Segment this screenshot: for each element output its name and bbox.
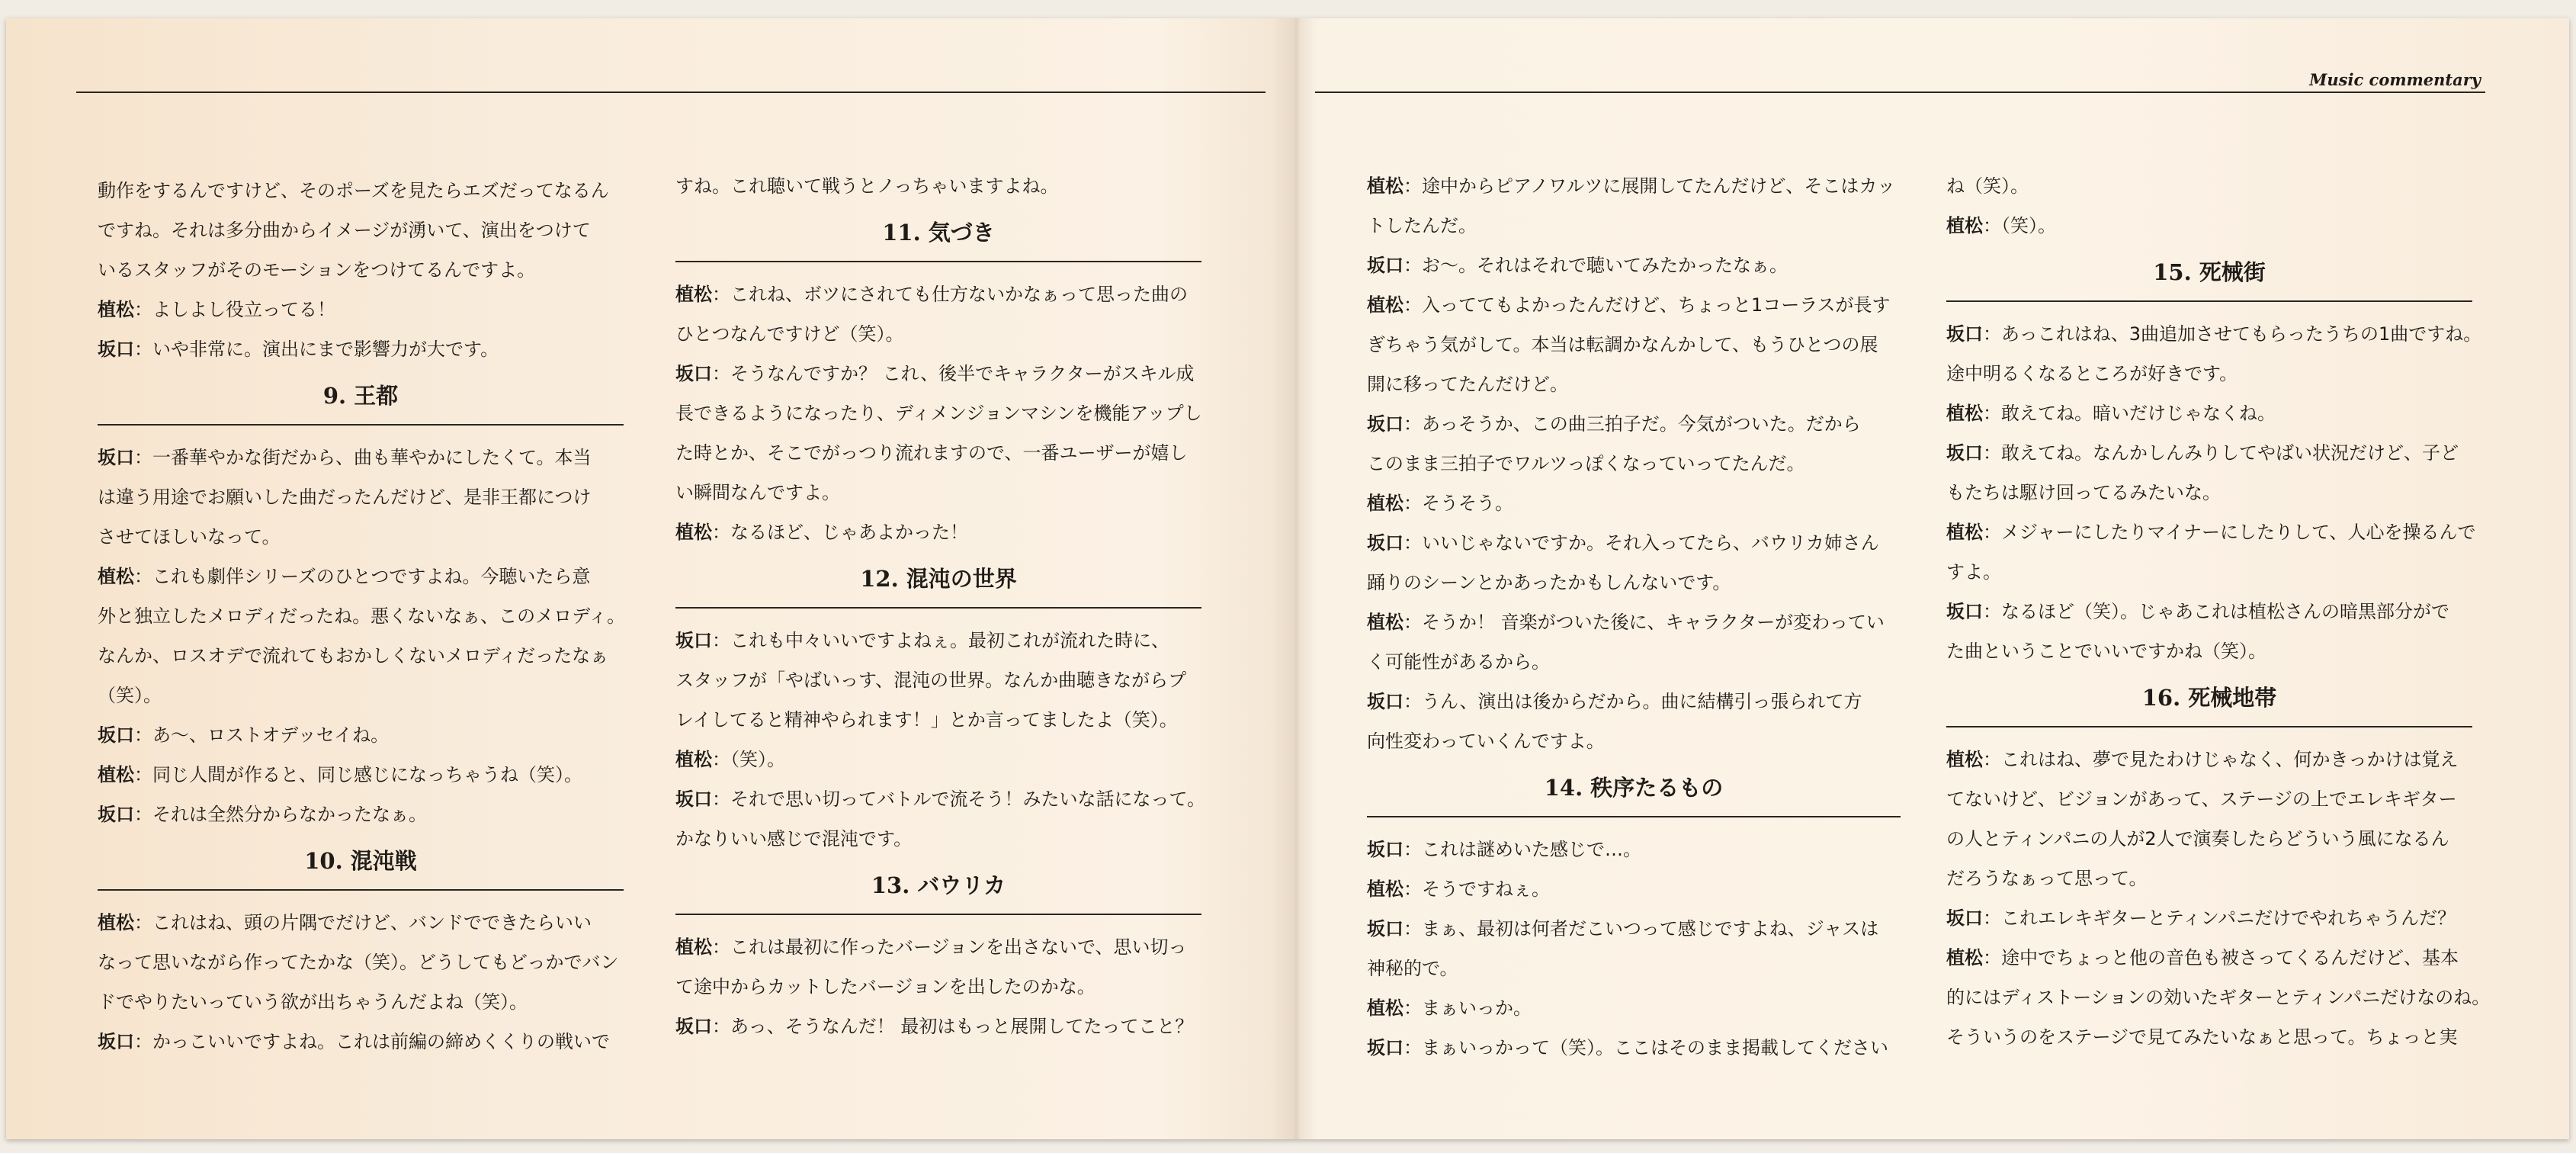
line-text: ：これも中々いいですよねぇ。最初これが流れた時に、 — [712, 630, 1169, 651]
line-text: ：かっこいいですよね。これは前編の締めくくりの戦いで — [134, 1031, 610, 1052]
speaker-name: 坂口 — [675, 788, 712, 810]
line-text: ：（笑）。 — [712, 749, 785, 770]
text-line — [1946, 473, 2472, 512]
line-text: ：あ～、ロストオデッセイね。 — [134, 724, 390, 746]
text-line — [98, 943, 624, 982]
line-text: レイしてると精神やられます！」とか言ってましたよ（笑）。 — [675, 709, 1178, 731]
text-line — [675, 393, 1201, 433]
text-line — [98, 517, 624, 557]
text-line — [1946, 978, 2491, 1017]
line-text: ：あっこれはね、3曲追加させてもらったうちの1曲ですね。 — [1983, 323, 2482, 345]
line-text: 動作をするんですけど、そのポーズを見たらエズだってなるん — [98, 180, 609, 201]
line-text: ：同じ人間が作ると、同じ感じになっちゃうね（笑）。 — [134, 764, 582, 785]
line-text: ：一番華やかな街だから、曲も華やかにしたくて。本当 — [134, 447, 592, 468]
speaker-name: 坂口 — [1946, 323, 1983, 345]
line-text: た時とか、そこでがっつり流れますので、一番ユーザーが嬉し — [675, 442, 1188, 464]
line-text: ：いいじゃないですか。それ入ってたら、バウリカ姉さん — [1403, 532, 1879, 554]
text-line — [1946, 314, 2482, 354]
text-line — [1946, 206, 2472, 246]
text-line — [1946, 898, 2472, 938]
text-line — [98, 636, 624, 676]
line-text: なんか、ロスオデで流れてもおかしくないメロディだったなぁ — [98, 645, 609, 666]
line-text: ：入っててもよかったんだけど、ちょっと1コーラスが長す — [1403, 294, 1891, 316]
line-text: は違う用途でお願いした曲だったんだけど、是非王都につけ — [98, 487, 592, 508]
line-text: い瞬間なんですよ。 — [675, 482, 840, 503]
line-text: く可能性があるから。 — [1367, 651, 1550, 673]
right-page-header-rule — [1315, 92, 2485, 93]
text-line — [1367, 523, 1893, 563]
line-text: ：まぁ、最初は何者だこいつって感じですよね、ジャスは — [1403, 918, 1879, 939]
speaker-name: 坂口 — [98, 804, 134, 825]
text-line — [675, 275, 1201, 314]
speaker-name: 坂口 — [98, 339, 134, 360]
text-column-4 — [1946, 166, 2491, 1057]
left-page-header-rule — [76, 92, 1266, 93]
text-line — [1367, 483, 1893, 523]
line-text: このまま三拍子でワルツっぽくなっていってたんだ。 — [1367, 453, 1805, 474]
speaker-name: 植松 — [675, 284, 712, 305]
track-heading: 9. 王都 — [98, 374, 624, 426]
line-text: そういうのをステージで見てみたいなぁと思って。ちょっと実 — [1946, 1026, 2458, 1048]
line-text: ：まぁいっか。 — [1403, 997, 1532, 1019]
line-text: ：お～。それはそれで聴いてみたかったなぁ。 — [1403, 255, 1788, 276]
line-text: ：いや非常に。演出にまで影響力が大です。 — [134, 339, 499, 360]
line-text: だろうなぁって思って。 — [1946, 868, 2148, 889]
line-text: ：これエレキギターとティンパニだけでやれちゃうんだ？ — [1983, 907, 2456, 929]
line-text: 外と独立したメロディだったね。悪くないなぁ、このメロディ。 — [98, 605, 626, 627]
speaker-name: 植松 — [98, 566, 134, 587]
text-line — [98, 903, 624, 943]
text-line — [1367, 988, 1893, 1028]
speaker-name: 植松 — [1367, 493, 1403, 514]
text-column-3 — [1367, 166, 1896, 1068]
text-line — [1367, 365, 1893, 404]
text-line — [675, 621, 1201, 660]
text-line — [1367, 1028, 1893, 1068]
text-line — [1367, 404, 1893, 444]
text-line — [675, 660, 1201, 700]
text-line — [1367, 642, 1893, 682]
text-line — [1946, 819, 2472, 859]
line-text: 踊りのシーンとかあったかもしんないです。 — [1367, 572, 1731, 593]
line-text: てないけど、ビジョンがあって、ステージの上でエレキギター — [1946, 788, 2457, 810]
line-text: ：まぁいっかって（笑）。ここはそのまま掲載してください — [1403, 1037, 1888, 1058]
text-line — [1367, 830, 1893, 869]
track-heading: 16. 死械地帯 — [1946, 676, 2472, 727]
track-heading: 10. 混沌戦 — [98, 839, 624, 891]
line-text: ：よしよし役立ってる！ — [134, 299, 335, 320]
text-line — [98, 438, 624, 477]
text-line — [1946, 552, 2472, 592]
line-text: ：なるほど、じゃあよかった！ — [712, 522, 968, 543]
speaker-name: 植松 — [1946, 749, 1983, 770]
text-line — [1946, 166, 2472, 206]
text-line — [1946, 592, 2472, 631]
speaker-name: 植松 — [1367, 997, 1403, 1019]
text-line — [1367, 563, 1893, 602]
text-line — [675, 354, 1201, 393]
text-line — [1367, 206, 1893, 246]
line-text: 長できるようになったり、ディメンジョンマシンを機能アップし — [675, 403, 1202, 424]
text-line — [675, 740, 1201, 779]
line-text: た曲ということでいいですかね（笑）。 — [1946, 641, 2266, 662]
text-line — [1367, 285, 1893, 325]
text-line — [1367, 246, 1893, 285]
speaker-name: 植松 — [675, 749, 712, 770]
speaker-name: 植松 — [1946, 215, 1983, 236]
speaker-name: 植松 — [1367, 175, 1403, 197]
line-text: ：これも劇伴シリーズのひとつですよね。今聴いたら意 — [134, 566, 591, 587]
speaker-name: 植松 — [1367, 878, 1403, 900]
text-line — [98, 329, 624, 369]
text-line — [1367, 909, 1893, 949]
line-text: ：敢えてね。なんかしんみりしてやばい状況だけど、子ど — [1983, 442, 2459, 464]
text-line — [675, 819, 1201, 859]
text-line — [98, 982, 624, 1022]
line-text: なって思いながら作ってたかな（笑）。どうしてもどっかでバン — [98, 952, 619, 973]
line-text: の人とティンパニの人が2人で演奏したらどういう風になるん — [1946, 828, 2449, 849]
text-line — [98, 250, 624, 290]
line-text: ：これはね、夢で見たわけじゃなく、何かきっかけは覚え — [1983, 749, 2459, 770]
line-text: ：メジャーにしたりマイナーにしたりして、人心を操るんで — [1983, 522, 2476, 543]
line-text: 途中明るくなるところが好きです。 — [1946, 363, 2238, 384]
speaker-name: 植松 — [1946, 947, 1983, 968]
speaker-name: 坂口 — [1367, 691, 1403, 712]
speaker-name: 植松 — [1367, 294, 1403, 316]
text-line — [1946, 433, 2472, 473]
speaker-name: 植松 — [98, 299, 134, 320]
speaker-name: 坂口 — [1367, 255, 1403, 276]
text-line — [1946, 1017, 2472, 1057]
line-text: ：うん、演出は後からだから。曲に結構引っ張られて方 — [1403, 691, 1862, 712]
speaker-name: 坂口 — [675, 363, 712, 384]
line-text: ：それで思い切ってバトルで流そう！みたいな話になって。 — [712, 788, 1206, 810]
line-text: すね。これ聴いて戦うとノっちゃいますよね。 — [675, 175, 1059, 197]
text-line — [675, 1007, 1201, 1046]
line-text: ですね。それは多分曲からイメージが湧いて、演出をつけて — [98, 220, 591, 241]
text-line — [1946, 859, 2472, 898]
line-text: ：そうですねぇ。 — [1403, 878, 1550, 900]
line-text: ひとつなんですけど（笑）。 — [675, 323, 904, 345]
running-head: Music commentary — [2309, 70, 2481, 89]
text-line — [675, 166, 1201, 206]
speaker-name: 坂口 — [1367, 413, 1403, 435]
speaker-name: 植松 — [98, 912, 134, 933]
line-text: ：敢えてね。暗いだけじゃなくね。 — [1983, 403, 2276, 424]
line-text: ：そうなんですか？ これ、後半でキャラクターがスキル成 — [712, 363, 1195, 384]
speaker-name: 坂口 — [98, 724, 134, 746]
line-text: ：これは謎めいた感じで…。 — [1403, 839, 1641, 860]
text-line — [98, 1022, 624, 1061]
text-line — [98, 171, 624, 210]
text-line — [1367, 721, 1893, 761]
text-line — [1367, 325, 1893, 365]
speaker-name: 植松 — [1946, 522, 1983, 543]
speaker-name: 坂口 — [1367, 839, 1403, 860]
text-line — [98, 290, 624, 329]
speaker-name: 坂口 — [1946, 601, 1983, 622]
text-line — [1367, 602, 1893, 642]
speaker-name: 坂口 — [1367, 918, 1403, 939]
line-text: ：途中からピアノワルツに展開してたんだけど、そこはカッ — [1403, 175, 1896, 197]
line-text: ：（笑）。 — [1983, 215, 2056, 236]
text-line — [1367, 949, 1893, 988]
line-text: ：これはね、頭の片隅でだけど、バンドでできたらいい — [134, 912, 592, 933]
text-line — [1946, 631, 2472, 671]
line-text: ：そうか！ 音楽がついた後に、キャラクターが変わってい — [1403, 612, 1885, 633]
line-text: 向性変わっていくんですよ。 — [1367, 731, 1605, 752]
line-text: ドでやりたいっていう欲が出ちゃうんだよね（笑）。 — [98, 991, 528, 1013]
line-text: いるスタッフがそのモーションをつけてるんですよ。 — [98, 259, 536, 281]
track-heading: 15. 死械街 — [1946, 250, 2472, 302]
text-line — [1946, 354, 2472, 393]
text-line — [98, 676, 624, 715]
speaker-name: 坂口 — [1367, 1037, 1403, 1058]
text-line — [1367, 869, 1893, 909]
speaker-name: 坂口 — [98, 447, 134, 468]
speaker-name: 植松 — [675, 936, 712, 958]
text-line — [1946, 779, 2472, 819]
text-line — [675, 433, 1201, 473]
line-text: もたちは駆け回ってるみたいな。 — [1946, 482, 2221, 503]
text-line — [98, 755, 624, 795]
text-line — [98, 596, 624, 636]
line-text: 神秘的で。 — [1367, 958, 1458, 979]
text-line — [98, 715, 624, 755]
line-text: かなりいい感じで混沌です。 — [675, 828, 913, 849]
text-line — [1367, 682, 1893, 721]
line-text: ：あっそうか、この曲三拍子だ。今気がついた。だから — [1403, 413, 1861, 435]
line-text: ：それは全然分からなかったなぁ。 — [134, 804, 427, 825]
speaker-name: 坂口 — [1367, 532, 1403, 554]
track-heading: 14. 秩序たるもの — [1367, 766, 1901, 817]
speaker-name: 坂口 — [675, 630, 712, 651]
line-text: 的にはディストーションの効いたギターとティンパニだけなのね。 — [1946, 987, 2491, 1008]
text-line — [98, 795, 624, 834]
text-line — [98, 557, 624, 596]
line-text: スタッフが「やばいっす、混沌の世界。なんか曲聴きながらプ — [675, 670, 1187, 691]
text-line — [675, 314, 1201, 354]
line-text: ぎちゃう気がして。本当は転調かなんかして、もうひとつの展 — [1367, 334, 1878, 355]
speaker-name: 坂口 — [675, 1016, 712, 1037]
text-line — [1946, 512, 2476, 552]
track-heading: 11. 気づき — [675, 210, 1201, 262]
line-text: すよ。 — [1946, 561, 2001, 583]
line-text: ：これは最初に作ったバージョンを出さないで、思い切っ — [712, 936, 1187, 958]
track-heading: 12. 混沌の世界 — [675, 557, 1201, 609]
text-line — [1946, 393, 2472, 433]
line-text: トしたんだ。 — [1367, 215, 1477, 236]
text-column-2 — [675, 166, 1206, 1046]
text-line — [675, 779, 1206, 819]
speaker-name: 植松 — [98, 764, 134, 785]
line-text: 開に移ってたんだけど。 — [1367, 374, 1568, 395]
speaker-name: 坂口 — [1946, 907, 1983, 929]
line-text: ：これね、ボツにされても仕方ないかなぁって思った曲の — [712, 284, 1188, 305]
speaker-name: 植松 — [1367, 612, 1403, 633]
speaker-name: 坂口 — [98, 1031, 134, 1052]
line-text: ：そうそう。 — [1403, 493, 1513, 514]
text-line — [675, 473, 1201, 512]
text-line — [98, 477, 624, 517]
booklet-spine — [1273, 18, 1319, 1139]
text-line — [675, 967, 1201, 1007]
text-column-1 — [98, 171, 624, 1061]
text-line — [675, 512, 1201, 552]
line-text: ね（笑）。 — [1946, 175, 2029, 197]
line-text: ：あっ、そうなんだ！ 最初はもっと展開してたってこと？ — [712, 1016, 1194, 1037]
text-line — [1946, 938, 2472, 978]
text-line — [675, 700, 1201, 740]
text-line — [98, 210, 624, 250]
line-text: ：なるほど（笑）。じゃあこれは植松さんの暗黒部分がで — [1983, 601, 2449, 622]
line-text: ：途中でちょっと他の音色も被さってくるんだけど、基本 — [1983, 947, 2459, 968]
speaker-name: 植松 — [675, 522, 712, 543]
text-line — [675, 927, 1201, 967]
text-line — [1367, 166, 1896, 206]
track-heading: 13. バウリカ — [675, 863, 1201, 915]
line-text: て途中からカットしたバージョンを出したのかな。 — [675, 976, 1096, 997]
text-line — [1946, 740, 2472, 779]
line-text: （笑）。 — [98, 685, 162, 706]
speaker-name: 植松 — [1946, 403, 1983, 424]
text-line — [1367, 444, 1893, 483]
speaker-name: 坂口 — [1946, 442, 1983, 464]
line-text: させてほしいなって。 — [98, 526, 281, 548]
